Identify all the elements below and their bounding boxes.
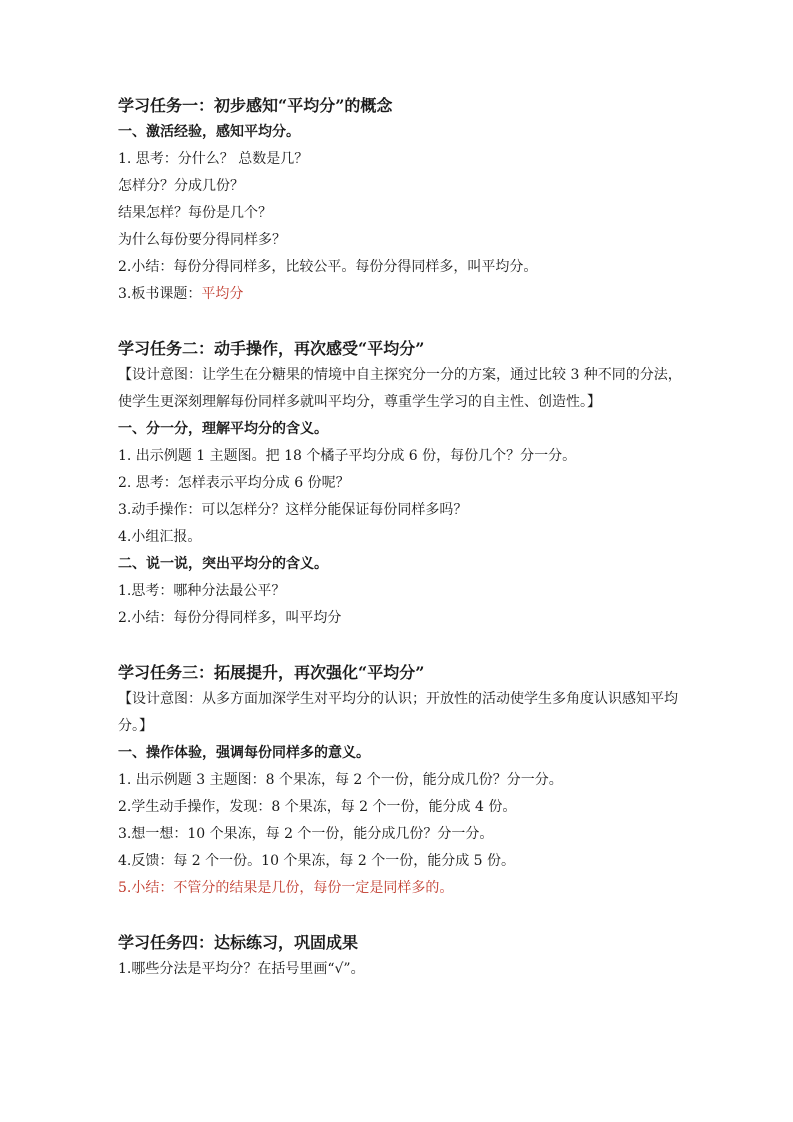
task2-line4: 4.小组汇报。 [118, 529, 202, 545]
task1-title: 学习任务一：初步感知“平均分”的概念 [118, 96, 393, 115]
task3-line1: 1. 出示例题 3 主题图：8 个果冻，每 2 个一份，能分成几份？分一分。 [118, 772, 563, 788]
task2-line1: 1. 出示例题 1 主题图。把 18 个橘子平均分成 6 份，每份几个？分一分。 [118, 448, 577, 464]
task2-section1-heading: 一、分一分，理解平均分的含义。 [118, 421, 328, 437]
task3-intent-line2: 分。】 [118, 718, 153, 734]
task1-line6-prefix: 3.板书课题： [118, 286, 202, 302]
task1-line2: 怎样分？分成几份？ [118, 178, 244, 194]
task3-line3: 3.想一想：10 个果冻，每 2 个一份，能分成几份？分一分。 [118, 826, 494, 842]
task3-intent-line1: 【设计意图：从多方面加深学生对平均分的认识；开放性的活动使学生多角度认识感知平均 [118, 691, 678, 707]
spacer [118, 308, 688, 335]
spacer [118, 632, 688, 659]
task1-line5: 2.小结：每份分得同样多，比较公平。每份分得同样多，叫平均分。 [118, 259, 538, 275]
task4-title: 学习任务四：达标练习，巩固成果 [118, 933, 359, 952]
task2-line5: 1.思考：哪种分法最公平？ [118, 583, 286, 599]
task2-intent-line1: 【设计意图：让学生在分糖果的情境中自主探究分一分的方案，通过比较 3 种不同的分法， [118, 367, 682, 383]
task1-line1: 1. 思考：分什么？ 总数是几？ [118, 151, 309, 167]
task1-line3: 结果怎样？每份是几个？ [118, 205, 272, 221]
task2-section2-heading: 二、说一说，突出平均分的含义。 [118, 556, 328, 572]
task3-line4: 4.反馈：每 2 个一份。10 个果冻，每 2 个一份，能分成 5 份。 [118, 853, 516, 869]
task2-intent-line2: 使学生更深刻理解每份同样多就叫平均分，尊重学生学习的自主性、创造性。】 [118, 394, 601, 410]
spacer [118, 902, 688, 929]
task2-line6: 2.小结：每份分得同样多，叫平均分 [118, 610, 342, 626]
task1-topic-highlight: 平均分 [201, 286, 244, 302]
task3-summary-highlight: 5.小结：不管分的结果是几份，每份一定是同样多的。 [118, 880, 454, 896]
task3-section1-heading: 一、操作体验，强调每份同样多的意义。 [118, 745, 370, 761]
document-page [118, 92, 688, 983]
task4-line1: 1.哪些分法是平均分？在括号里画“√”。 [118, 961, 365, 977]
task3-line2: 2.学生动手操作，发现：8 个果冻，每 2 个一份，能分成 4 份。 [118, 799, 517, 815]
task3-title: 学习任务三：拓展提升，再次强化“平均分” [118, 663, 425, 682]
task2-line2: 2. 思考：怎样表示平均分成 6 份呢？ [118, 475, 350, 491]
task2-line3: 3.动手操作：可以怎样分？这样分能保证每份同样多吗？ [118, 502, 468, 518]
task1-line4: 为什么每份要分得同样多？ [118, 232, 286, 248]
task1-line6 [118, 281, 688, 308]
task2-title: 学习任务二：动手操作，再次感受“平均分” [118, 339, 425, 358]
task1-section1-heading: 一、激活经验，感知平均分。 [118, 124, 300, 140]
